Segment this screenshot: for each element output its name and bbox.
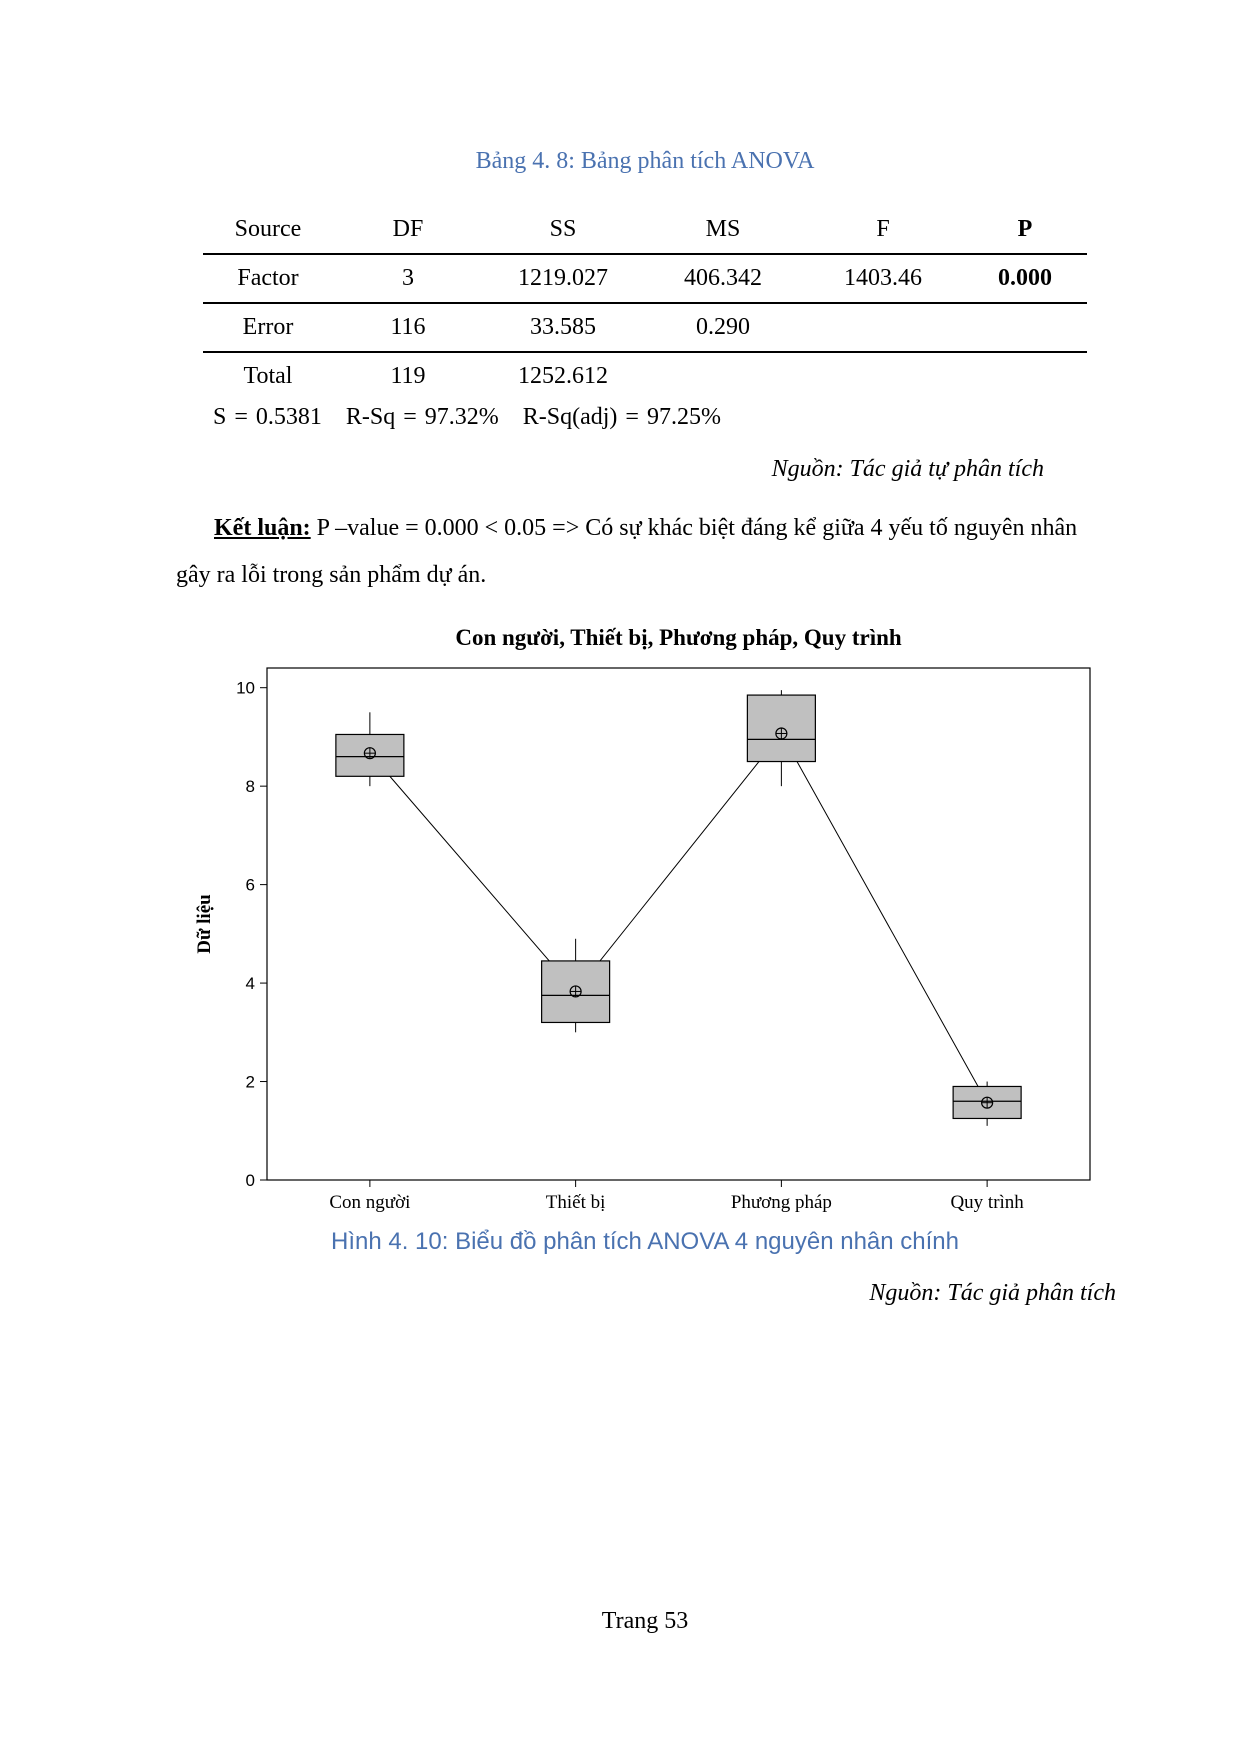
header-source: Source — [203, 206, 333, 254]
fit-s: S = 0.5381 — [213, 404, 322, 430]
cell — [803, 303, 963, 352]
mean-connect-line — [370, 733, 987, 1102]
y-tick-label: 0 — [245, 1171, 255, 1190]
cell: 0.000 — [963, 254, 1087, 303]
header-ss: SS — [483, 206, 643, 254]
table-caption: Bảng 4. 8: Bảng phân tích ANOVA — [475, 148, 815, 174]
fit-rsq: R-Sq = 97.32% — [345, 404, 499, 430]
x-tick-label: Con người — [329, 1192, 411, 1213]
conclusion-text: P –value = 0.000 < 0.05 => Có sự khác biệt đáng kể giữa 4 yếu tố nguyên nhân gây ra lỗi trong sản phẩm dự án. — [176, 515, 1078, 588]
fit-rsq-adj: R-Sq(adj) = 97.25% — [522, 404, 721, 430]
table-row — [203, 352, 1087, 400]
y-tick-label: 6 — [245, 875, 255, 895]
conclusion-paragraph — [176, 505, 1116, 599]
table-header-row — [203, 206, 1087, 254]
y-tick-label: 2 — [245, 1072, 255, 1092]
x-tick-label: Quy trình — [950, 1192, 1024, 1213]
cell — [963, 303, 1087, 352]
y-axis-label: Dữ liệu — [194, 894, 215, 954]
anova-table — [203, 206, 1087, 400]
cell: 116 — [333, 303, 483, 352]
x-tick-label: Phương pháp — [730, 1192, 832, 1213]
figure-source-note: Nguồn: Tác giả phân tích — [869, 1280, 1116, 1306]
cell: Total — [243, 363, 293, 389]
table-row — [203, 303, 1087, 352]
x-tick-label: Thiết bị — [545, 1192, 606, 1213]
header-df: DF — [333, 206, 483, 254]
table-row — [203, 254, 1087, 303]
cell: 1219.027 — [483, 254, 643, 303]
header-p: P — [963, 206, 1087, 254]
chart-title: Con người, Thiết bị, Phương pháp, Quy trình — [455, 625, 902, 650]
table-source-note: Nguồn: Tác giả tự phân tích — [771, 456, 1044, 482]
conclusion-label: Kết luận: — [214, 515, 311, 541]
cell — [803, 352, 963, 400]
cell: 406.342 — [643, 254, 803, 303]
cell: 1252.612 — [518, 363, 608, 389]
header-f: F — [803, 206, 963, 254]
cell: 0.290 — [643, 303, 803, 352]
y-tick-label: 8 — [245, 777, 255, 797]
anova-boxplot-chart — [0, 600, 1241, 1220]
cell: 33.585 — [483, 303, 643, 352]
cell: 119 — [390, 363, 426, 389]
cell — [963, 352, 1087, 400]
cell: 3 — [333, 254, 483, 303]
fit-statistics — [213, 404, 737, 431]
cell — [643, 352, 803, 400]
y-tick-label: 10 — [236, 678, 255, 698]
page-number: Trang 53 — [601, 1608, 689, 1634]
cell: Error — [203, 303, 333, 352]
figure-caption: Hình 4. 10: Biểu đồ phân tích ANOVA 4 nguyên nhân chính — [330, 1228, 959, 1255]
cell: Factor — [203, 254, 333, 303]
header-ms: MS — [643, 206, 803, 254]
cell: 1403.46 — [803, 254, 963, 303]
y-tick-label: 4 — [245, 974, 255, 994]
